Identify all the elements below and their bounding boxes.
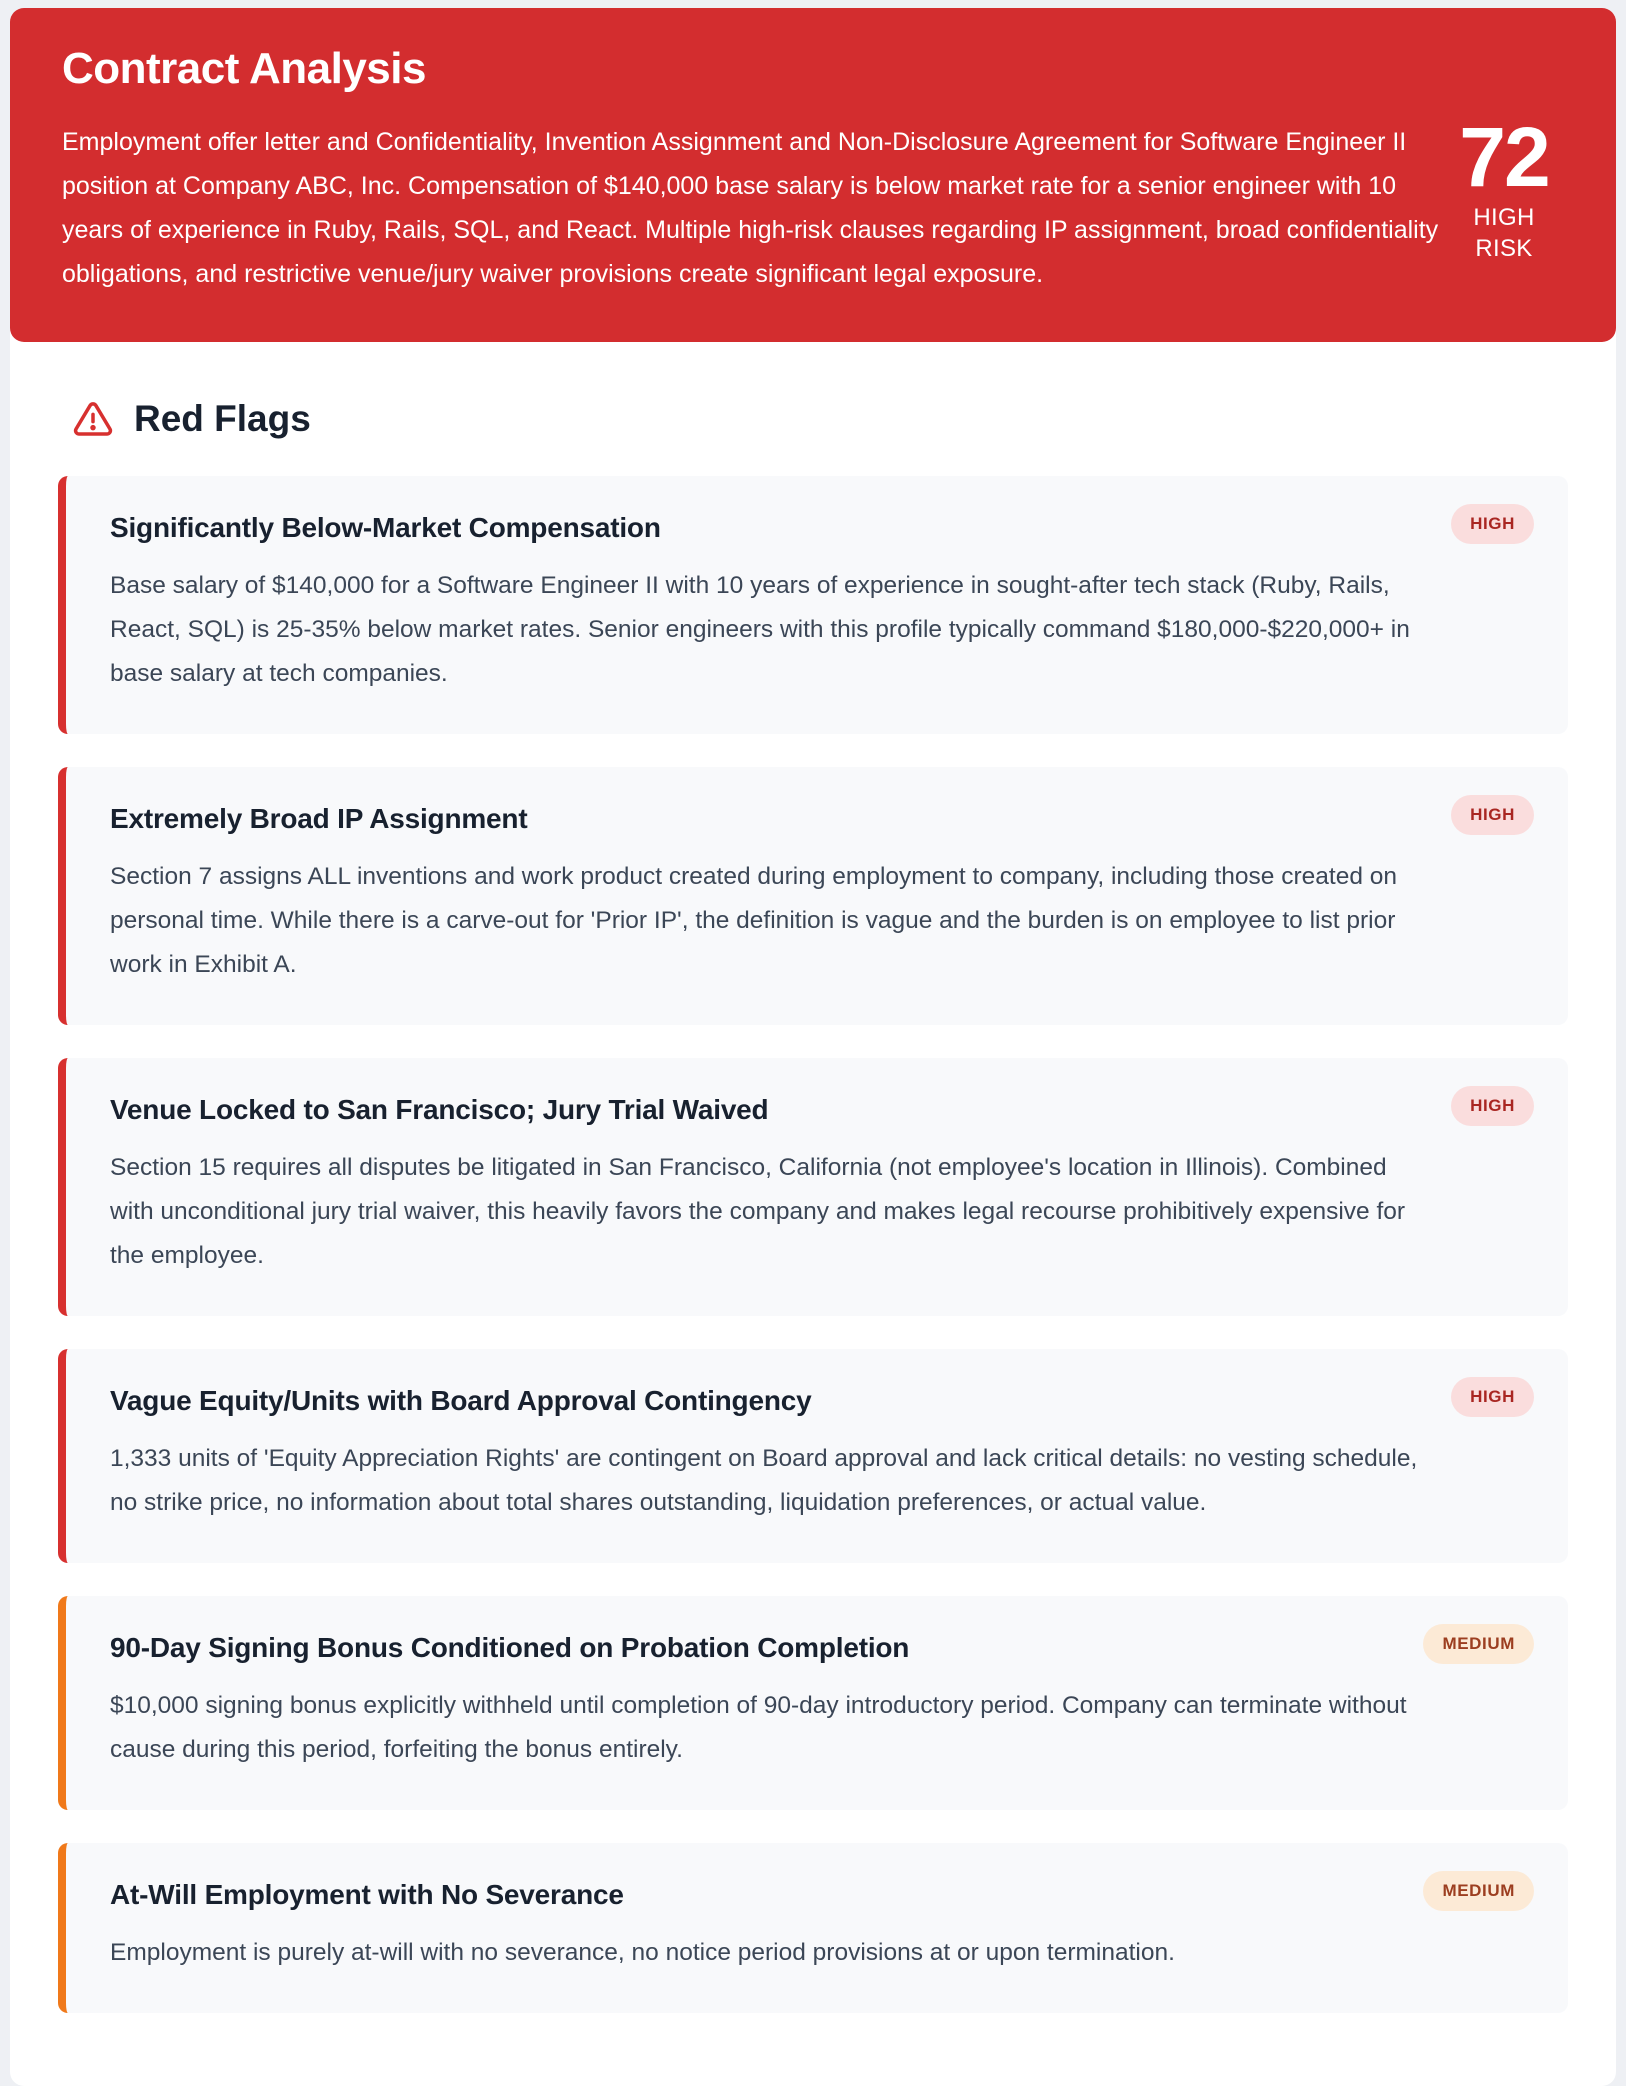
page-title: Contract Analysis [62,44,426,93]
severity-badge: HIGH [1451,1086,1534,1126]
flag-card [58,476,1568,734]
flag-card [58,1058,1568,1316]
analysis-header [10,8,1616,342]
flag-title: 90-Day Signing Bonus Conditioned on Probation Completion [110,1632,910,1663]
risk-score [1448,110,1560,264]
flag-title: Venue Locked to San Francisco; Jury Trial Waived [110,1094,769,1125]
flag-title: Vague Equity/Units with Board Approval Contingency [110,1385,812,1416]
flag-description: Section 15 requires all disputes be litigated in San Francisco, California (not employee's location in Illinois). Combined with unconditional jury trial waiver, this heavily favors the company and makes legal recourse prohibitively expensive for the employee. [110,1154,1406,1269]
flag-title: Extremely Broad IP Assignment [110,803,528,834]
flag-title: At-Will Employment with No Severance [110,1879,624,1910]
flag-description: Employment is purely at-will with no severance, no notice period provisions at or upon termination. [110,1939,1175,1966]
red-flags-heading-label: Red Flags [134,398,311,439]
flag-card [58,1596,1568,1810]
flag-card [58,1349,1568,1563]
flag-description: $10,000 signing bonus explicitly withheld until completion of 90-day introductory period. Company can terminate without cause during this period, forfeiting the bonus entirely. [110,1692,1407,1763]
flag-card [58,1843,1568,2013]
flag-description: Section 7 assigns ALL inventions and work product created during employment to company, including those created on personal time. While there is a carve-out for 'Prior IP', the definition is vague and the burden is on employee to list prior work in Exhibit A. [110,863,1398,978]
severity-badge: HIGH [1451,795,1534,835]
contract-analysis-page [10,8,1616,2086]
analysis-summary: Employment offer letter and Confidentiality, Invention Assignment and Non-Disclosure Agreement for Software Engineer II position at Company ABC, Inc. Compensation of $140,000 base salary is below market rate for a senior engineer with 10 years of experience in Ruby, Rails, SQL, and React. Multiple high-risk clauses regarding IP assignment, broad confidentiality obligations, and restrictive venue/jury waiver provisions create significant legal exposure. [62,128,1439,288]
flag-description: Base salary of $140,000 for a Software Engineer II with 10 years of experience in sought-after tech stack (Ruby, Rails, React, SQL) is 25-35% below market rates. Senior engineers with this profile typically command $180,000-$220,000+ in base salary at tech companies. [110,572,1410,687]
flag-card [58,767,1568,1025]
risk-score-label: HIGH RISK [1473,204,1535,262]
flag-title: Significantly Below-Market Compensation [110,512,661,543]
severity-badge: HIGH [1451,504,1534,544]
warning-triangle-icon [72,399,114,439]
risk-score-value: 72 [1459,110,1549,204]
red-flags-section [10,342,1616,2086]
flag-description: 1,333 units of 'Equity Appreciation Rights' are contingent on Board approval and lack critical details: no vesting schedule, no strike price, no information about total shares outstanding, liquidation preferences, or actual value. [110,1445,1418,1516]
red-flags-heading [72,398,1568,440]
severity-badge: MEDIUM [1423,1624,1534,1664]
severity-badge: MEDIUM [1423,1871,1534,1911]
severity-badge: HIGH [1451,1377,1534,1417]
